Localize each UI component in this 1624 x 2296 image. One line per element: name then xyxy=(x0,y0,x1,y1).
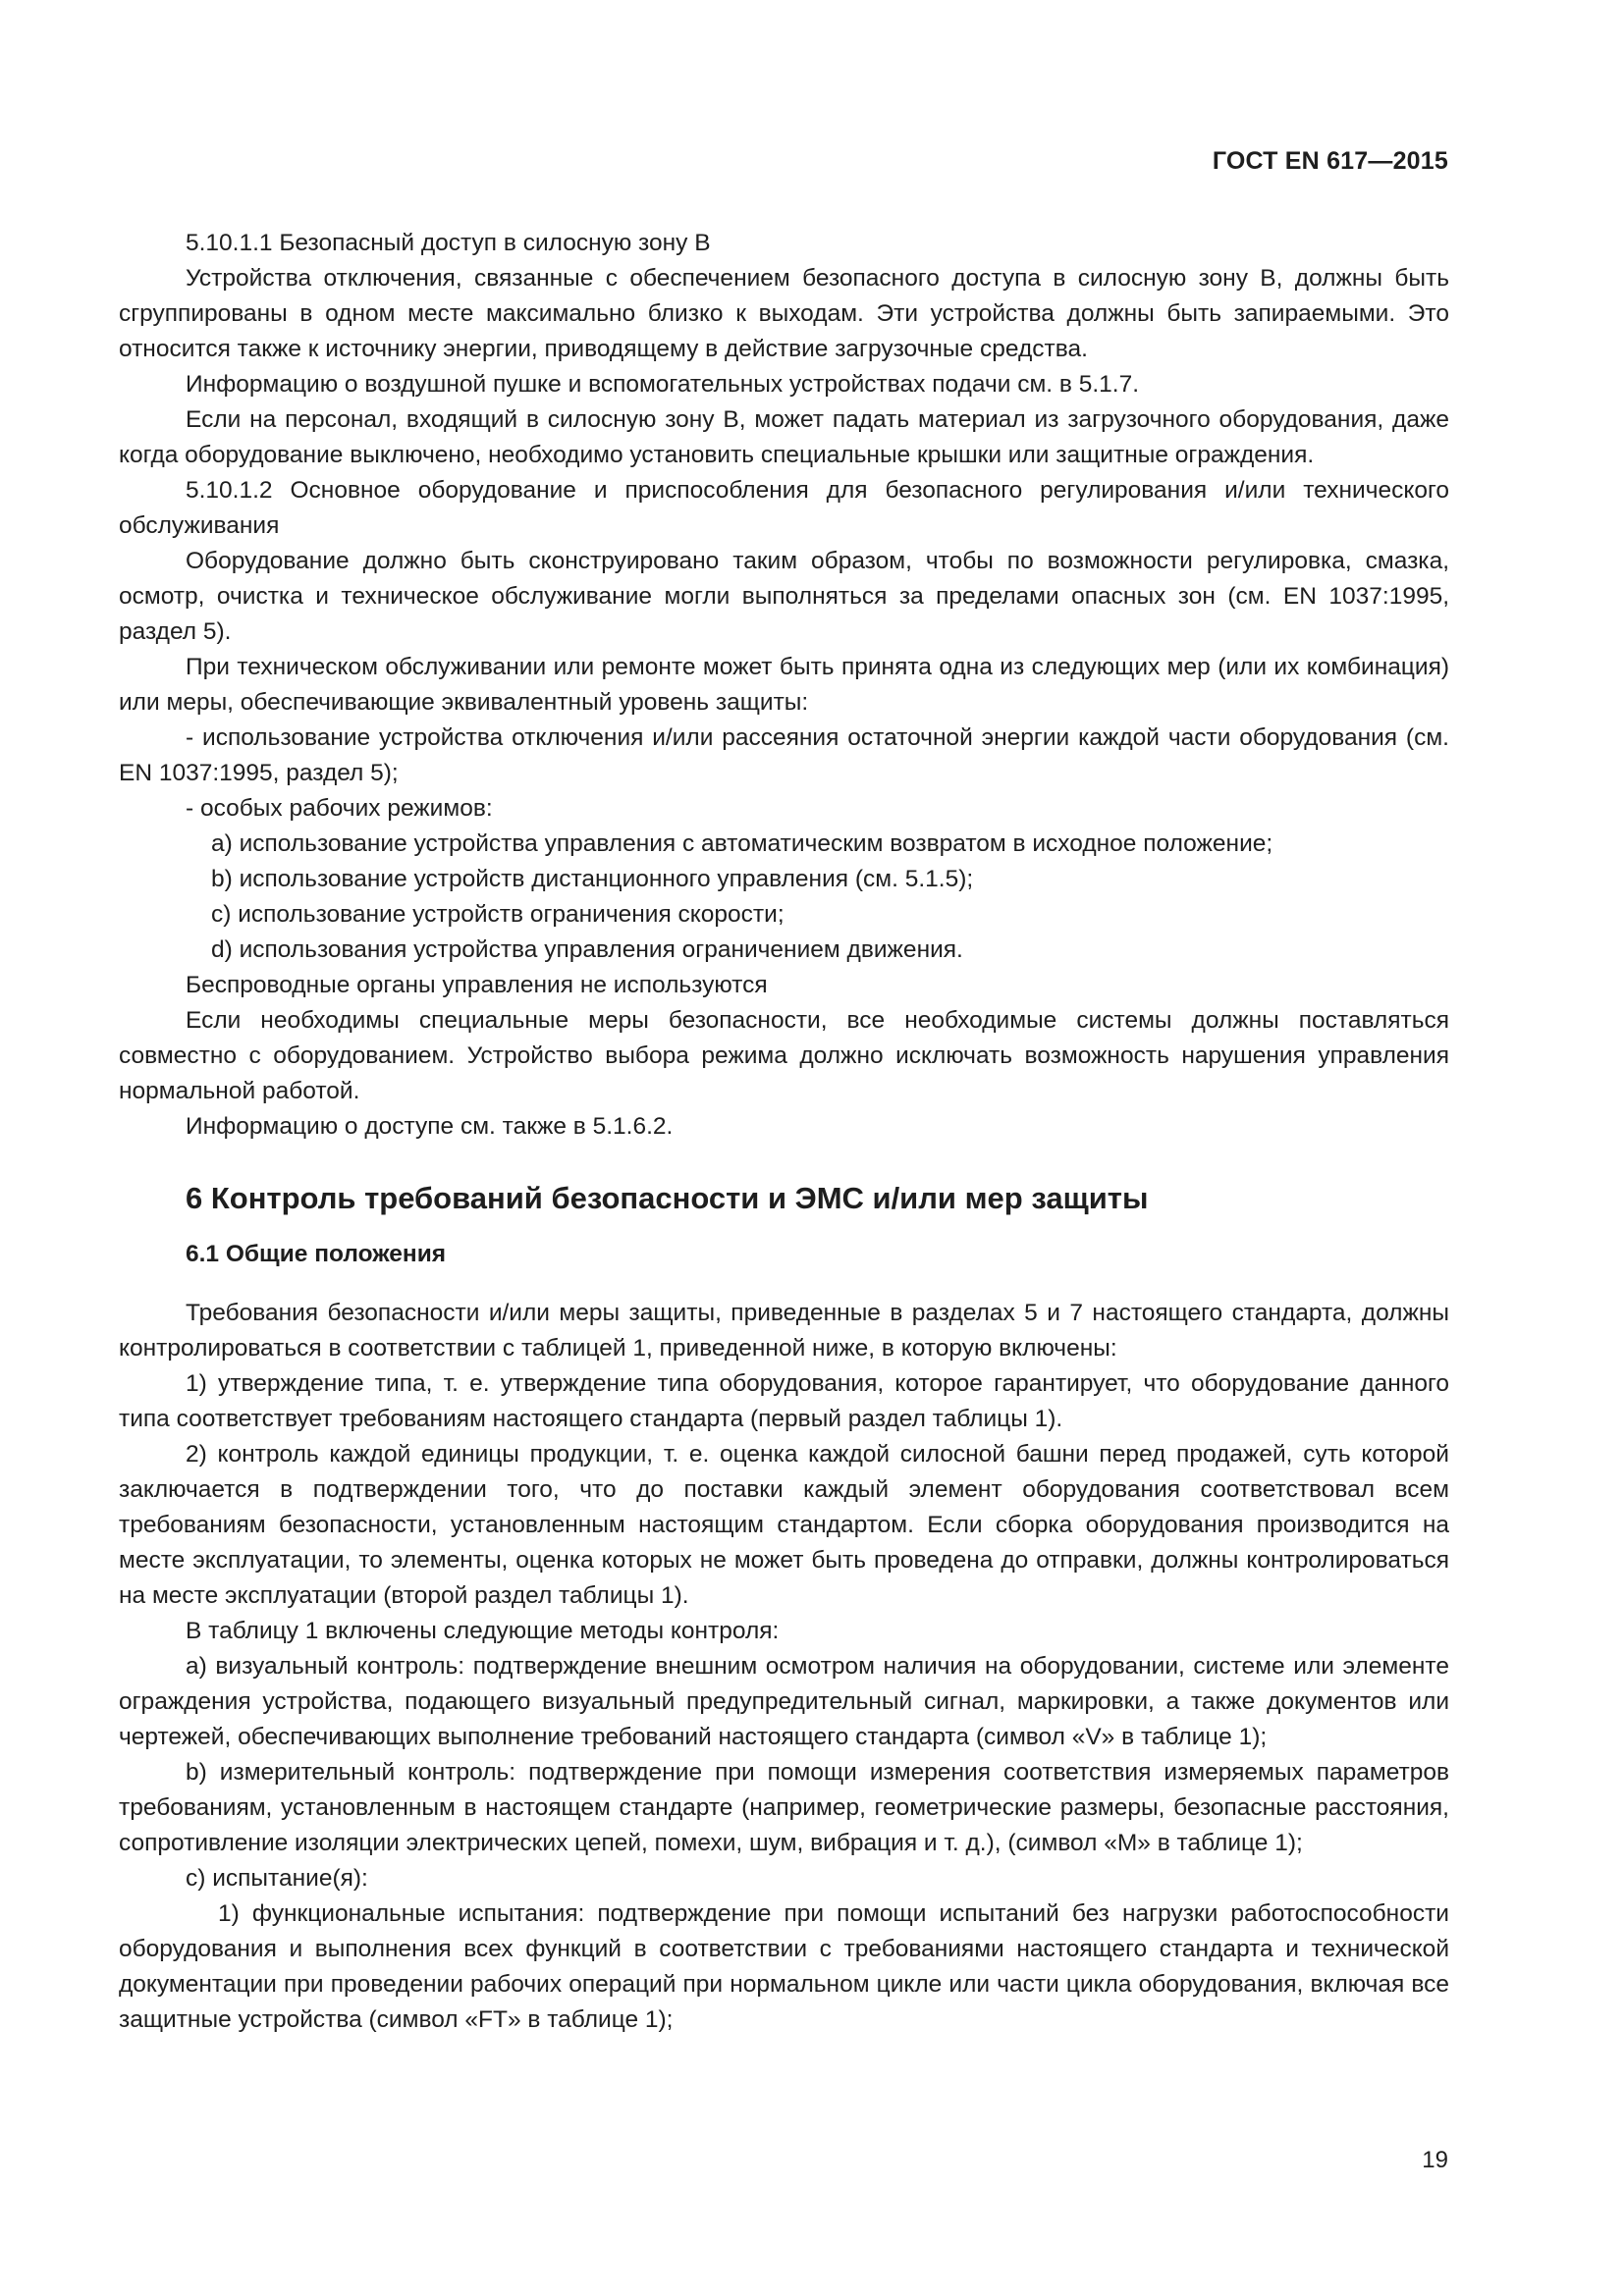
paragraph-5-10-1-2-title: 5.10.1.2 Основное оборудование и приспособления для безопасного регулирования и/или технического обслуживания xyxy=(119,477,1449,539)
paragraph: Информацию о воздушной пушке и вспомогательных устройствах подачи см. в 5.1.7. xyxy=(186,371,1140,398)
lettered-list-item: b) использование устройств дистанционного управления (см. 5.1.5); xyxy=(211,866,974,892)
paragraph: Если необходимы специальные меры безопасности, все необходимые системы должны поставляться совместно с оборудованием. Устройство выбора режима должно исключать возможность нарушения управления нормальной работой. xyxy=(119,1007,1449,1104)
numbered-sub-item: 1) функциональные испытания: подтверждение при помощи испытаний без нагрузки работоспособности оборудования и выполнения всех функций в соответствии с требованиями настоящего стандарта и технической документации при проведении рабочих операций при нормальном цикле или части цикла оборудования, включая все защитные устройства (символ «FT» в таблице 1); xyxy=(119,1900,1449,2033)
paragraph-5-10-1-1-title: 5.10.1.1 Безопасный доступ в силосную зону B xyxy=(186,230,711,256)
lettered-list-item: a) визуальный контроль: подтверждение внешним осмотром наличия на оборудовании, системе или элементе ограждения устройства, подающего визуальный предупредительный сигнал, маркировки, а также документов или чертежей, обеспечивающих выполнение требований настоящего стандарта (символ «V» в таблице 1); xyxy=(119,1653,1449,1750)
paragraph: Оборудование должно быть сконструировано таким образом, чтобы по возможности регулировка, смазка, осмотр, очистка и техническое обслуживание могли выполняться за пределами опасных зон (см. EN 1037:1995, раздел 5). xyxy=(119,548,1449,645)
subsection-heading: 6.1 Общие положения xyxy=(186,1241,447,1267)
paragraph: Беспроводные органы управления не используются xyxy=(186,972,768,998)
lettered-list-item: c) использование устройств ограничения скорости; xyxy=(211,901,785,928)
page-number: 19 xyxy=(1422,2147,1448,2173)
bottom-text-block xyxy=(119,1296,1449,2038)
paragraph: Информацию о доступе см. также в 5.1.6.2. xyxy=(186,1113,674,1140)
lettered-list-item: b) измерительный контроль: подтверждение при помощи измерения соответствия измеряемых параметров требованиям, установленным в настоящем стандарте (например, геометрические размеры, безопасные расстояния, сопротивление изоляции электрических цепей, помехи, шум, вибрация и т. д.), (символ «M» в таблице 1); xyxy=(119,1759,1449,1856)
section-heading: 6 Контроль требований безопасности и ЭМС и/или мер защиты xyxy=(186,1181,1149,1215)
paragraph: При техническом обслуживании или ремонте может быть принята одна из следующих мер (или их комбинация) или меры, обеспечивающие эквивалентный уровень защиты: xyxy=(119,654,1449,716)
dash-list-item: - использование устройства отключения и/или рассеяния остаточной энергии каждой части оборудования (см. EN 1037:1995, раздел 5); xyxy=(119,724,1449,786)
lettered-list-item: c) испытание(я): xyxy=(186,1865,368,1892)
top-text-block xyxy=(119,226,1449,1145)
document-code-header: ГОСТ EN 617—2015 xyxy=(1212,147,1448,175)
lettered-list-item: a) использование устройства управления с автоматическим возвратом в исходное положение; xyxy=(211,830,1273,857)
dash-list-item: - особых рабочих режимов: xyxy=(186,795,493,822)
paragraph: В таблицу 1 включены следующие методы контроля: xyxy=(186,1618,780,1644)
numbered-list-item: 1) утверждение типа, т. е. утверждение типа оборудования, которое гарантирует, что оборудование данного типа соответствует требованиям настоящего стандарта (первый раздел таблицы 1). xyxy=(119,1370,1449,1432)
numbered-list-item: 2) контроль каждой единицы продукции, т. е. оценка каждой силосной башни перед продажей, суть которой заключается в подтверждении того, что до поставки каждый элемент оборудования соответствовал всем требованиям безопасности, установленным настоящим стандартом. Если сборка оборудования производится на месте эксплуатации, то элементы, оценка которых не может быть проведена до отправки, должны контролироваться на месте эксплуатации (второй раздел таблицы 1). xyxy=(119,1441,1449,1609)
paragraph: Требования безопасности и/или меры защиты, приведенные в разделах 5 и 7 настоящего стандарта, должны контролироваться в соответствии с таблицей 1, приведенной ниже, в которую включены: xyxy=(119,1300,1449,1362)
page-content xyxy=(119,226,1449,2038)
paragraph: Устройства отключения, связанные с обеспечением безопасного доступа в силосную зону B, должны быть сгруппированы в одном месте максимально близко к выходам. Эти устройства должны быть запираемыми. Это относится также к источнику энергии, приводящему в действие загрузочные средства. xyxy=(119,265,1449,362)
paragraph: Если на персонал, входящий в силосную зону B, может падать материал из загрузочного оборудования, даже когда оборудование выключено, необходимо установить специальные крышки или защитные ограждения. xyxy=(119,406,1449,468)
lettered-list-item: d) использования устройства управления ограничением движения. xyxy=(211,936,963,963)
